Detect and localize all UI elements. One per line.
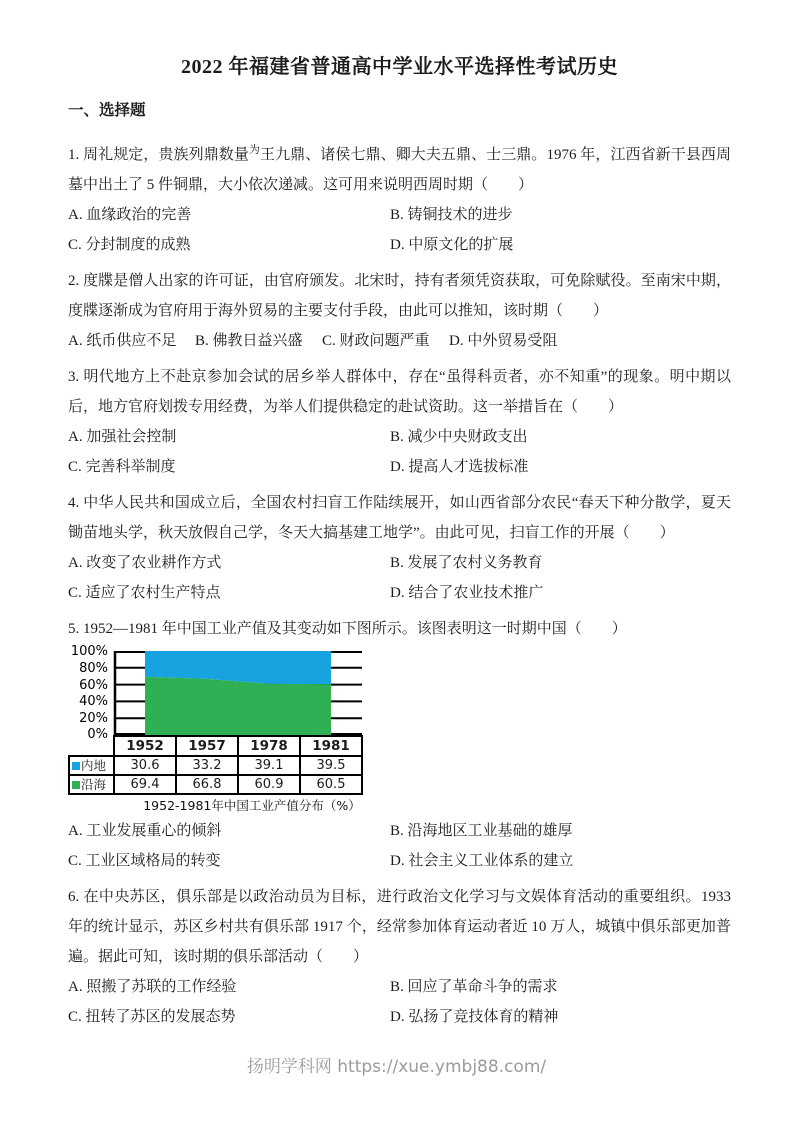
chart-plot-area — [68, 644, 364, 742]
table-inland-row — [69, 756, 362, 775]
question-6 — [68, 882, 731, 1032]
option-c: C. 适应了农村生产特点 — [68, 585, 221, 601]
table-cell: 39.1 — [238, 756, 300, 775]
question-5-options — [68, 816, 731, 876]
table-year-row — [69, 736, 362, 756]
table-cell: 60.5 — [300, 775, 362, 794]
section-heading-multiple-choice: 一、选择题 — [68, 102, 146, 119]
table-cell: 33.2 — [176, 756, 238, 775]
question-6-stem: 6. 在中央苏区，俱乐部是以政治动员为目标，进行政治文化学习与文娱体育活动的重要组织。1933 年的统计显示，苏区乡村共有俱乐部 1917 个，经常参加体育运动者近 10 万人，城镇中俱乐部更加普遍。据此可知，该时期的俱乐部活动（ ） — [68, 889, 731, 965]
table-coastal-row — [69, 775, 362, 794]
option-d: D. 提高人才选拔标准 — [390, 459, 529, 475]
question-6-options — [68, 972, 731, 1032]
question-2 — [68, 266, 731, 356]
year-cell: 1952 — [114, 736, 176, 756]
y-tick-40: 40% — [79, 694, 108, 709]
option-d: D. 弘扬了竞技体育的精神 — [390, 1009, 559, 1025]
option-b: B. 沿海地区工业基础的雄厚 — [390, 823, 573, 839]
question-3-stem: 3. 明代地方上不赴京参加会试的居乡举人群体中，存在“虽得科贡者，亦不知重”的现象。明中期以后，地方官府划拨专用经费，为举人们提供稳定的赴试资助。这一举措旨在（ ） — [68, 369, 731, 415]
option-d: D. 中原文化的扩展 — [390, 237, 514, 253]
table-cell: 30.6 — [114, 756, 176, 775]
question-3-options — [68, 422, 731, 482]
option-b: B. 发展了农村义务教育 — [390, 555, 543, 571]
question-4-stem: 4. 中华人民共和国成立后，全国农村扫盲工作陆续展开，如山西省部分农民“春天下种分散学，夏天锄苗地头学，秋天放假自己学，冬天大搞基建工地学”。由此可见，扫盲工作的开展（ ） — [68, 495, 731, 541]
option-c: C. 财政问题严重 — [322, 333, 430, 349]
option-a: A. 改变了农业耕作方式 — [68, 555, 222, 571]
question-3 — [68, 362, 731, 482]
y-tick-0: 0% — [87, 727, 108, 742]
industrial-output-chart — [68, 644, 364, 814]
option-a: A. 纸币供应不足 — [68, 333, 177, 349]
question-1 — [68, 135, 731, 260]
question-5-stem: 5. 1952—1981 年中国工业产值及其变动如下图所示。该图表明这一时期中国（ ） — [68, 621, 627, 637]
option-b: B. 减少中央财政支出 — [390, 429, 528, 445]
table-cell: 69.4 — [114, 775, 176, 794]
question-4 — [68, 488, 731, 608]
option-d: D. 中外贸易受阻 — [449, 333, 558, 349]
option-b: B. 铸铜技术的进步 — [390, 207, 513, 223]
superscript-wei: 为 — [248, 144, 260, 156]
footer-watermark: 扬明学科网 https://xue.ymbj88.com/ — [246, 1057, 547, 1077]
question-2-stem: 2. 度牒是僧人出家的许可证，由官府颁发。北宋时，持有者须凭资获取，可免除赋役。至南宋中期，度牒逐渐成为官府用于海外贸易的主要支付手段，由此可以推知，该时期（ ） — [68, 273, 731, 319]
option-b: B. 佛教日益兴盛 — [195, 333, 303, 349]
question-4-options — [68, 548, 731, 608]
inland-legend-cell — [69, 756, 114, 775]
option-a: A. 加强社会控制 — [68, 429, 177, 445]
question-1-stem-pre: 1. 周礼规定，贵族列鼎数量 — [68, 147, 249, 163]
option-a: A. 工业发展重心的倾斜 — [68, 823, 222, 839]
coastal-legend-cell — [69, 775, 114, 794]
coastal-legend-label: 沿海 — [81, 777, 107, 792]
option-c: C. 工业区域格局的转变 — [68, 853, 221, 869]
option-d: D. 社会主义工业体系的建立 — [390, 853, 574, 869]
option-d: D. 结合了农业技术推广 — [390, 585, 544, 601]
table-cell: 39.5 — [300, 756, 362, 775]
option-c: C. 完善科举制度 — [68, 459, 176, 475]
y-tick-20: 20% — [79, 711, 108, 726]
exam-title: 2022 年福建省普通高中学业水平选择性考试历史 — [181, 56, 618, 78]
option-a: A. 照搬了苏联的工作经验 — [68, 979, 237, 995]
table-cell: 66.8 — [176, 775, 238, 794]
y-tick-80: 80% — [79, 661, 108, 676]
chart-y-axis-labels — [68, 644, 114, 742]
question-2-options — [68, 326, 731, 356]
option-b: B. 回应了革命斗争的需求 — [390, 979, 558, 995]
y-tick-60: 60% — [79, 678, 108, 693]
y-tick-100: 100% — [70, 644, 108, 659]
year-cell: 1981 — [300, 736, 362, 756]
question-5 — [68, 614, 731, 876]
year-cell: 1978 — [238, 736, 300, 756]
inland-legend-swatch — [72, 762, 80, 770]
year-cell: 1957 — [176, 736, 238, 756]
question-1-options — [68, 200, 731, 260]
inland-legend-label: 内地 — [81, 758, 107, 773]
chart-caption: 1952-1981年中国工业产值分布（%） — [143, 798, 361, 813]
question-1-stem — [68, 135, 731, 200]
table-cell: 60.9 — [238, 775, 300, 794]
chart-plot — [114, 651, 362, 735]
option-a: A. 血缘政治的完善 — [68, 207, 192, 223]
option-c: C. 分封制度的成熟 — [68, 237, 191, 253]
option-c: C. 扭转了苏区的发展态势 — [68, 1009, 236, 1025]
chart-data-table — [68, 735, 363, 795]
coastal-legend-swatch — [72, 781, 80, 789]
question-1-stem-post: 王九鼎、诸侯七鼎、卿大夫五鼎、士三鼎。1976 年，江西省新干县西周墓中出土了 5 件铜鼎，大小依次递减。这可用来说明西周时期（ ） — [68, 147, 731, 193]
